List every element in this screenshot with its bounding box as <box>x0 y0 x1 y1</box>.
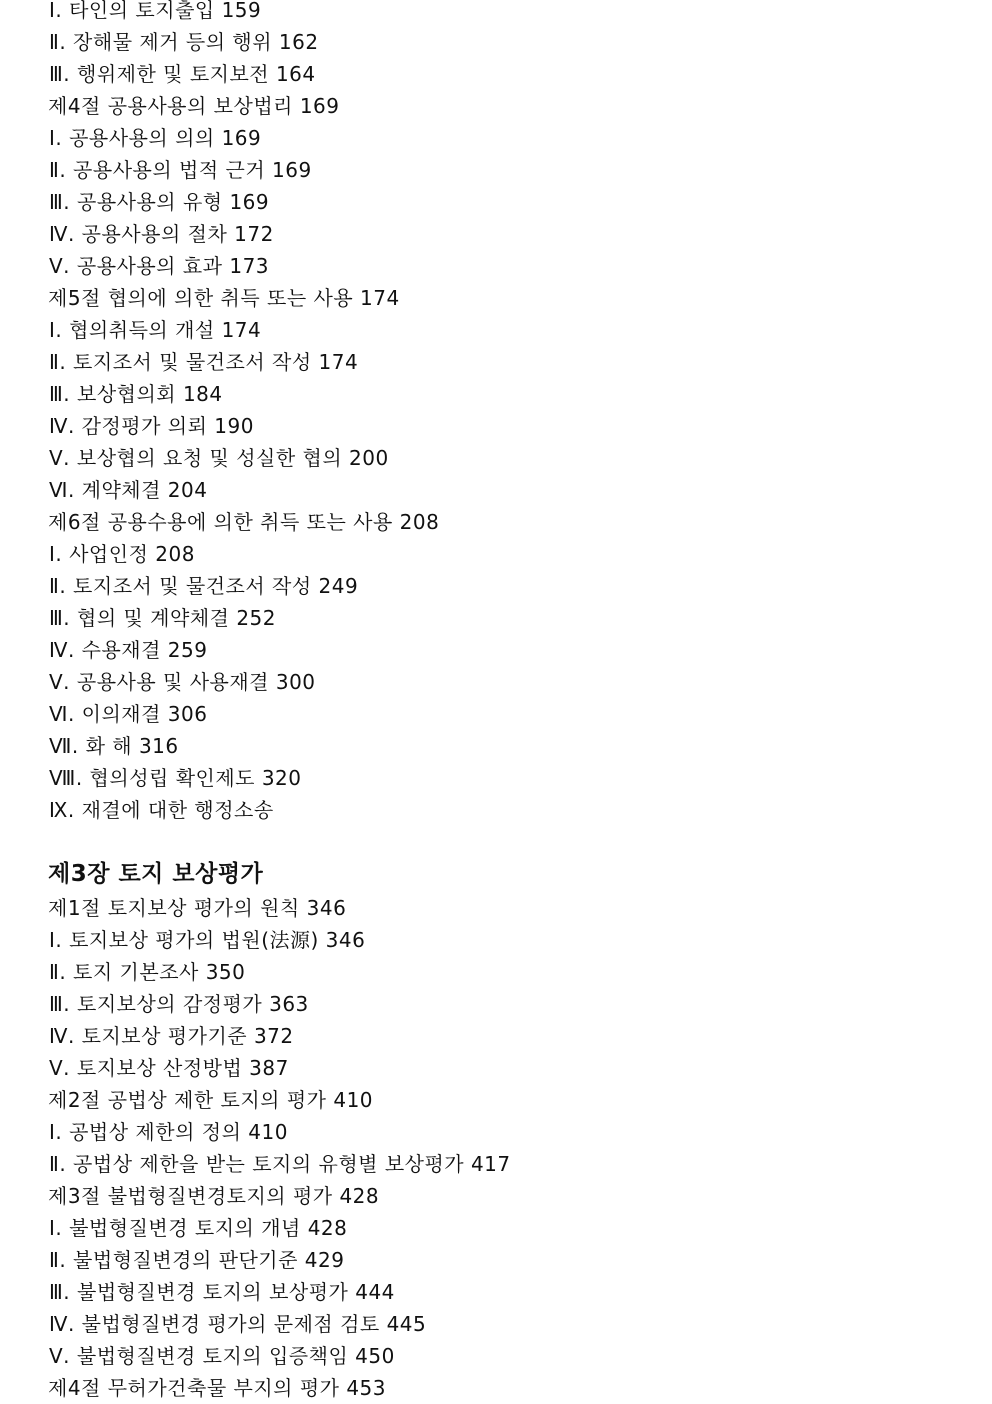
toc-item: Ⅲ. 행위제한 및 토지보전 164 <box>49 62 316 86</box>
toc-item: Ⅱ. 토지 기본조사 350 <box>49 960 246 984</box>
toc-block-chapter-3 <box>48 892 978 1404</box>
toc-item: Ⅰ. 불법형질변경 토지의 개념 428 <box>49 1216 348 1240</box>
toc-item: Ⅴ. 공용사용 및 사용재결 300 <box>49 670 316 694</box>
toc-item: Ⅲ. 토지보상의 감정평가 363 <box>49 992 309 1016</box>
toc-item: Ⅵ. 계약체결 204 <box>49 478 208 502</box>
toc-section-heading: 제4절 무허가건축물 부지의 평가 453 <box>48 1376 386 1400</box>
toc-item: Ⅷ. 협의성립 확인제도 320 <box>49 766 302 790</box>
toc-section-heading: 제3절 불법형질변경토지의 평가 428 <box>48 1184 380 1208</box>
toc-section-heading: 제5절 협의에 의한 취득 또는 사용 174 <box>48 286 400 310</box>
toc-item: Ⅱ. 장해물 제거 등의 행위 162 <box>49 30 319 54</box>
section-gap <box>48 826 978 856</box>
toc-item: Ⅲ. 협의 및 계약체결 252 <box>49 606 276 630</box>
toc-item: Ⅳ. 수용재결 259 <box>49 638 208 662</box>
toc-section-heading: 제4절 공용사용의 보상법리 169 <box>48 94 340 118</box>
toc-item: Ⅳ. 감정평가 의뢰 190 <box>49 414 254 438</box>
toc-item: Ⅰ. 사업인정 208 <box>49 542 195 566</box>
chapter-title: 제3장 토지 보상평가 <box>48 861 264 887</box>
toc-item: Ⅱ. 공용사용의 법적 근거 169 <box>49 158 312 182</box>
toc-section-heading: 제1절 토지보상 평가의 원칙 346 <box>48 896 347 920</box>
toc-item: Ⅰ. 토지보상 평가의 법원(法源) 346 <box>49 928 366 952</box>
toc-item: Ⅲ. 공용사용의 유형 169 <box>49 190 270 214</box>
toc-item: Ⅴ. 공용사용의 효과 173 <box>49 254 270 278</box>
toc-section-heading: 제6절 공용수용에 의한 취득 또는 사용 208 <box>48 510 440 534</box>
toc-item: Ⅲ. 불법형질변경 토지의 보상평가 444 <box>49 1280 395 1304</box>
toc-item: Ⅰ. 공용사용의 의의 169 <box>49 126 262 150</box>
toc-item: Ⅸ. 재결에 대한 행정소송 <box>49 798 274 822</box>
toc-item: Ⅰ. 공법상 제한의 정의 410 <box>49 1120 288 1144</box>
toc-item: Ⅵ. 이의재결 306 <box>49 702 208 726</box>
toc-item: Ⅶ. 화 해 316 <box>49 734 179 758</box>
toc-item: Ⅴ. 토지보상 산정방법 387 <box>49 1056 289 1080</box>
toc-item: Ⅱ. 불법형질변경의 판단기준 429 <box>49 1248 345 1272</box>
toc-item: Ⅱ. 토지조서 및 물건조서 작성 174 <box>49 350 359 374</box>
toc-item: Ⅰ. 협의취득의 개설 174 <box>49 318 262 342</box>
table-of-contents <box>48 0 978 1404</box>
toc-item: Ⅳ. 공용사용의 절차 172 <box>49 222 274 246</box>
toc-item: Ⅴ. 불법형질변경 토지의 입증책임 450 <box>49 1344 395 1368</box>
toc-item: Ⅳ. 토지보상 평가기준 372 <box>49 1024 294 1048</box>
toc-section-heading: 제2절 공법상 제한 토지의 평가 410 <box>48 1088 374 1112</box>
toc-item: Ⅴ. 보상협의 요청 및 성실한 협의 200 <box>49 446 389 470</box>
toc-item: Ⅰ. 타인의 토지출입 159 <box>49 0 262 22</box>
toc-item: Ⅱ. 토지조서 및 물건조서 작성 249 <box>49 574 359 598</box>
toc-item: Ⅲ. 보상협의회 184 <box>49 382 223 406</box>
toc-item: Ⅳ. 불법형질변경 평가의 문제점 검토 445 <box>49 1312 427 1336</box>
toc-item: Ⅱ. 공법상 제한을 받는 토지의 유형별 보상평가 417 <box>49 1152 511 1176</box>
toc-block-chapter-2 <box>48 0 978 826</box>
